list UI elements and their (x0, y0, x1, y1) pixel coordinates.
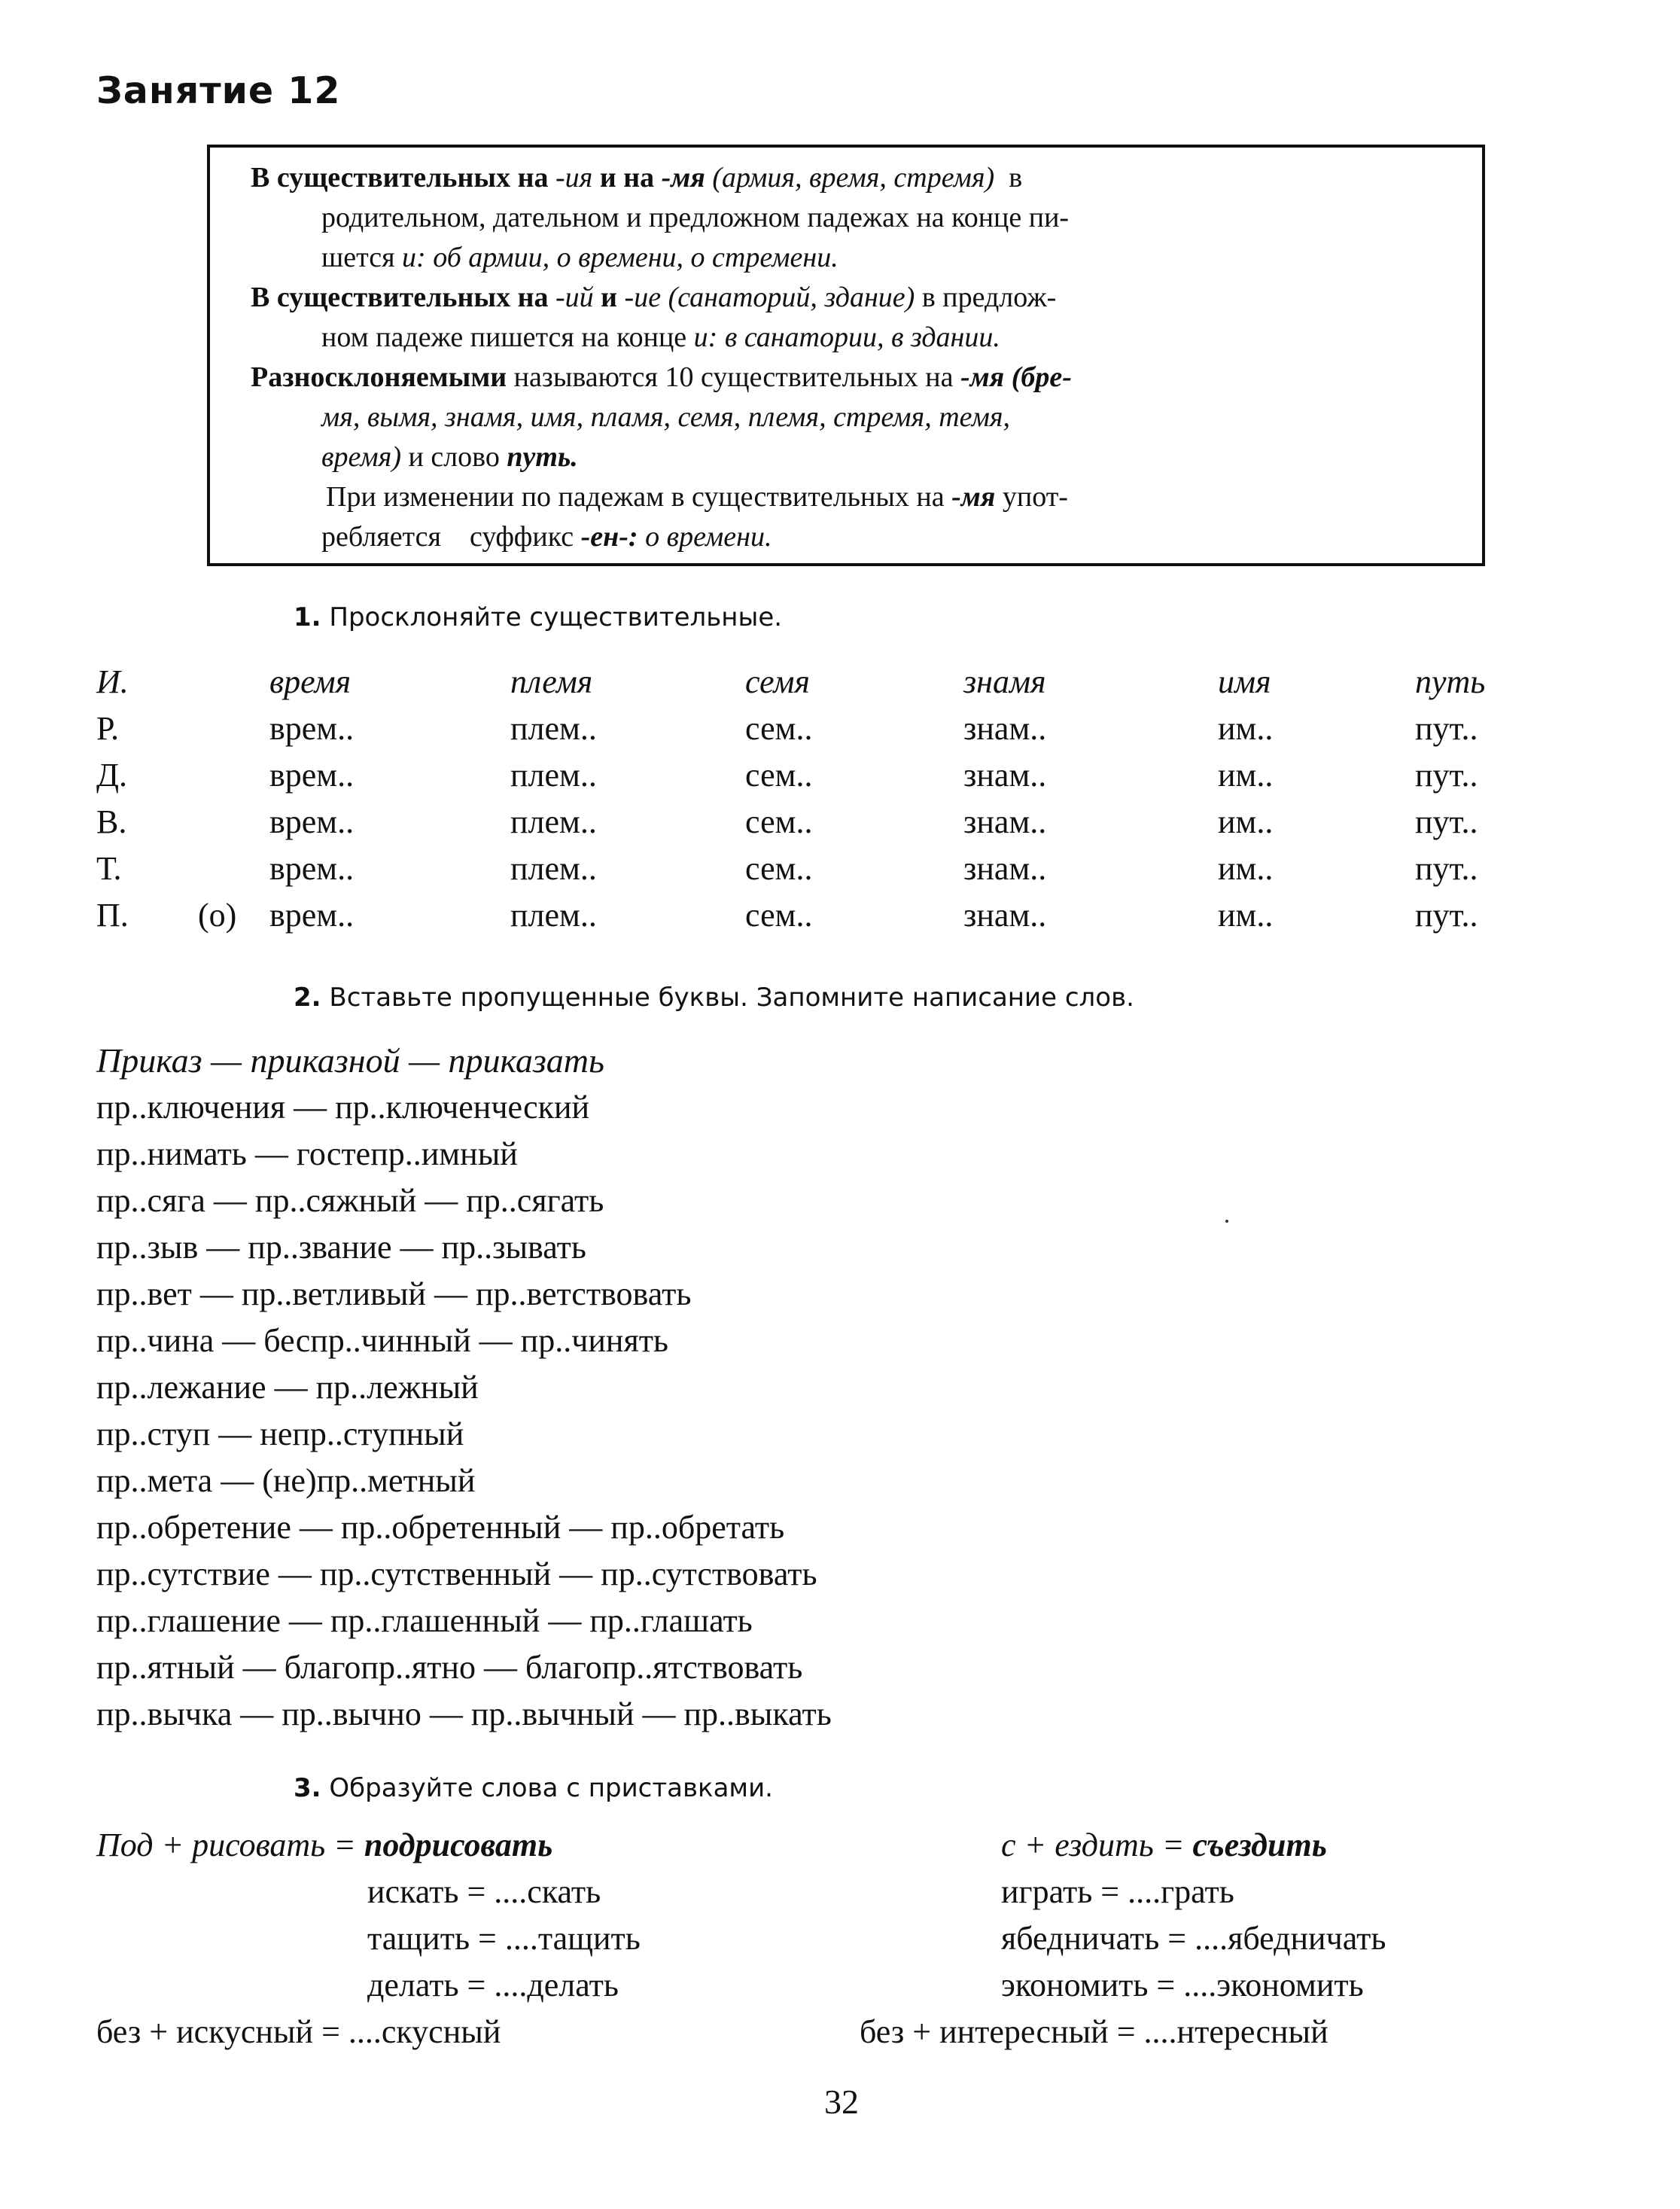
declension-row (96, 846, 1564, 892)
case-label: Д. (96, 757, 128, 794)
right-item: играть = ....грать (1001, 1873, 1234, 1910)
declension-row (96, 752, 1564, 799)
print-speck (1225, 1220, 1228, 1223)
declension-row (96, 892, 1564, 939)
noun-header: имя (1218, 663, 1271, 700)
stem-cell: знам.. (963, 850, 1047, 887)
bottom-left-item: без + искусный = ....скусный (96, 2013, 501, 2050)
stem-cell: врем.. (269, 850, 355, 887)
case-label: Т. (96, 850, 122, 887)
exercise2-list (96, 1037, 832, 1738)
word-line: пр..вычка — пр..вычно — пр..вычный — пр..выкать (96, 1696, 832, 1732)
stem-cell: им.. (1218, 897, 1274, 934)
word-line: пр..ятный — благопр..ятно — благопр..ятствовать (96, 1649, 803, 1686)
word-line: пр..вет — пр..ветливый — пр..ветствовать (96, 1275, 692, 1312)
stem-cell: пут.. (1415, 850, 1478, 887)
rule1-line3: шется и: об армии, о времени, о стремени. (321, 242, 838, 273)
rule2-line2: ном падеже пишется на конце и: в санатории, в здании. (321, 321, 1000, 353)
stem-cell: пут.. (1415, 710, 1478, 747)
stem-cell: сем.. (745, 850, 813, 887)
stem-cell: им.. (1218, 803, 1274, 840)
stem-cell: пут.. (1415, 757, 1478, 794)
stem-cell: знам.. (963, 803, 1047, 840)
left-item: искать = ....скать (367, 1873, 601, 1910)
stem-cell: врем.. (269, 897, 355, 934)
task2-heading: 2. Вставьте пропущенные буквы. Запомните написание слов. (294, 983, 1134, 1013)
stem-cell: им.. (1218, 757, 1274, 794)
word-line: пр..сяга — пр..сяжный — пр..сягать (96, 1182, 604, 1219)
stem-cell: сем.. (745, 710, 813, 747)
stem-cell: знам.. (963, 897, 1047, 934)
stem-cell: знам.. (963, 710, 1047, 747)
stem-cell: знам.. (963, 757, 1047, 794)
declension-row (96, 705, 1564, 752)
case-label: П. (96, 897, 129, 934)
word-line: пр..сутствие — пр..сутственный — пр..сутствовать (96, 1555, 817, 1592)
left-example: Под + рисовать = подрисовать (96, 1827, 553, 1863)
rule3-line2: мя, вымя, знамя, имя, пламя, семя, племя, стремя, темя, (321, 401, 1010, 433)
rule2-line1: В существительных на -ий и -ие (санаторий, здание) в предлож- (251, 282, 1057, 313)
stem-cell: плем.. (510, 803, 597, 840)
word-line: пр..ступ — непр..ступный (96, 1415, 464, 1452)
stem-cell: сем.. (745, 757, 813, 794)
noun-header: знамя (963, 663, 1046, 700)
stem-cell: врем.. (269, 757, 355, 794)
task1-heading: 1. Просклоняйте существительные. (294, 602, 783, 632)
right-item: экономить = ....экономить (1001, 1967, 1364, 2003)
stem-cell: плем.. (510, 897, 597, 934)
task3-heading: 3. Образуйте слова с приставками. (294, 1773, 773, 1803)
word-line: пр..мета — (не)пр..метный (96, 1462, 476, 1499)
rule4-line1: При изменении по падежам в существительных на -мя упот- (326, 481, 1068, 513)
rule1-line1: В существительных на -ия и на -мя (армия, время, стремя) в (251, 162, 1023, 193)
stem-cell: сем.. (745, 897, 813, 934)
word-line: пр..зыв — пр..звание — пр..зывать (96, 1229, 586, 1266)
right-item: ябедничать = ....ябедничать (1001, 1920, 1386, 1957)
word-line: пр..обретение — пр..обретенный — пр..обретать (96, 1509, 785, 1546)
left-item: тащить = ....тащить (367, 1920, 641, 1957)
stem-cell: врем.. (269, 710, 355, 747)
word-line: пр..нимать — гостепр..имный (96, 1135, 518, 1172)
stem-cell: плем.. (510, 850, 597, 887)
noun-header: время (269, 663, 352, 700)
word-line: пр..глашение — пр..глашенный — пр..глашать (96, 1602, 753, 1639)
stem-cell: врем.. (269, 803, 355, 840)
word-line: пр..ключения — пр..ключенческий (96, 1089, 590, 1126)
case-label: И. (96, 663, 129, 700)
rule1-line2: родительном, дательном и предложном падежах на конце пи- (321, 202, 1070, 233)
lesson-title: Занятие 12 (96, 69, 341, 112)
example-line: Приказ — приказной — приказать (96, 1041, 604, 1080)
rule3-line3: время) и слово путь. (321, 441, 578, 473)
stem-cell: пут.. (1415, 803, 1478, 840)
case-label: В. (96, 803, 127, 840)
stem-cell: им.. (1218, 850, 1274, 887)
left-item: делать = ....делать (367, 1967, 619, 2003)
noun-header: семя (745, 663, 810, 700)
rule3-line1: Разносклоняемыми называются 10 существительных на -мя (бре- (251, 361, 1072, 393)
right-example: с + ездить = съездить (1001, 1827, 1327, 1863)
bottom-right-item: без + интересный = ....нтересный (860, 2013, 1328, 2050)
noun-header: племя (510, 663, 593, 700)
preposition: (о) (198, 897, 237, 934)
declension-header-row (96, 659, 1564, 705)
stem-cell: им.. (1218, 710, 1274, 747)
word-line: пр..чина — беспр..чинный — пр..чинять (96, 1322, 668, 1359)
noun-header: путь (1415, 663, 1486, 700)
stem-cell: плем.. (510, 757, 597, 794)
rule4-line2: ребляется суффикс -ен-: о времени. (321, 521, 772, 553)
page-number: 32 (824, 2083, 859, 2121)
word-line: пр..лежание — пр..лежный (96, 1369, 479, 1406)
stem-cell: пут.. (1415, 897, 1478, 934)
declension-row (96, 799, 1564, 846)
stem-cell: сем.. (745, 803, 813, 840)
stem-cell: плем.. (510, 710, 597, 747)
case-label: Р. (96, 710, 119, 747)
